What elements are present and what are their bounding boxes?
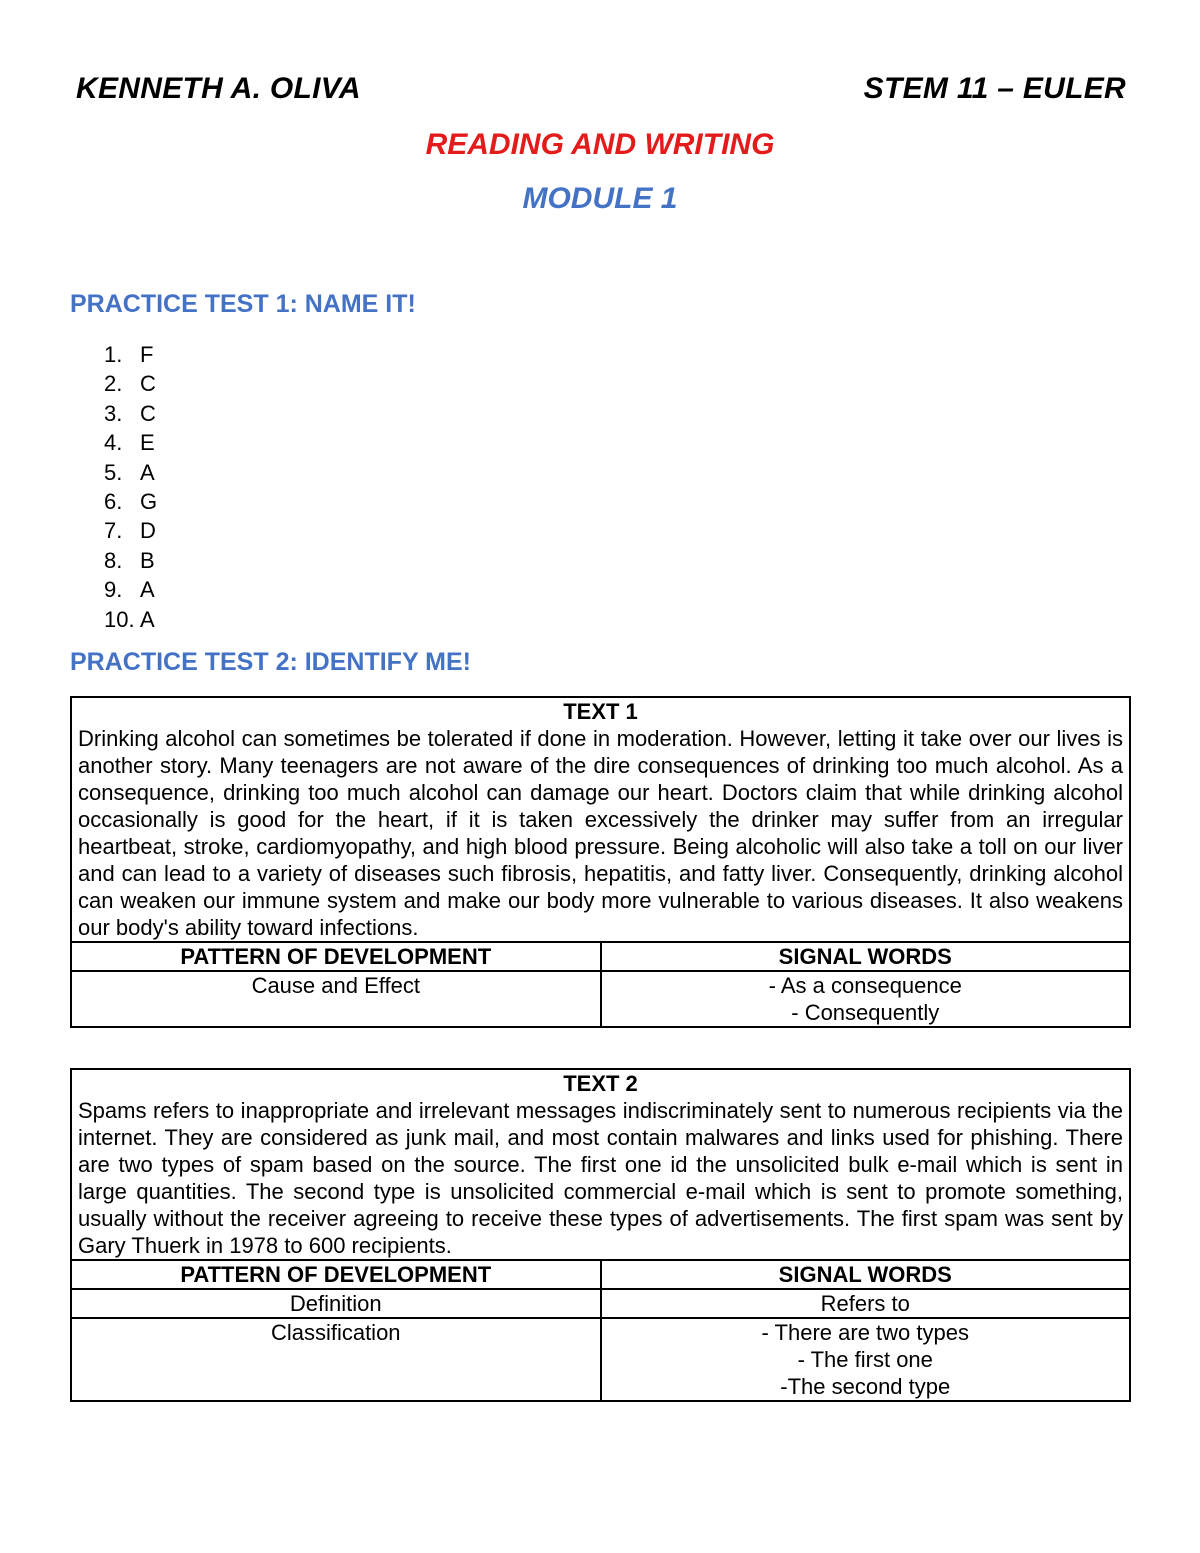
practice-test-2-heading: PRACTICE TEST 2: IDENTIFY ME!: [70, 648, 471, 676]
answer-item: [104, 399, 157, 428]
answer-item: [104, 516, 157, 545]
answer-number: 8.: [104, 547, 123, 573]
answer-item: [104, 428, 157, 457]
answer-item: [104, 487, 157, 516]
answer-letter: F: [140, 342, 154, 367]
answer-item: [104, 575, 157, 604]
text-1-passage: Drinking alcohol can sometimes be tolerated if done in moderation. However, letting it take over our lives is another story. Many teenagers are not aware of the dire consequences of drinking too much alcohol. As a consequence, drinking too much alcohol can damage our heart. Doctors claim that while drinking alcohol occasionally is good for the heart, if it is taken excessively the drinker may suffer from an irregular heartbeat, stroke, cardiomyopathy, and high blood pressure. Being alcoholic will also take a toll on our liver and can lead to a variety of diseases such fibrosis, hepatitis, and fatty liver. Consequently, drinking alcohol can weaken our immune system and make our body more vulnerable to various diseases. It also weakens our body's ability toward infections.: [78, 726, 1123, 940]
header: [76, 72, 1126, 106]
signal-words-cell: [601, 1289, 1131, 1318]
text-1-table: [70, 696, 1131, 1028]
answer-letter: A: [140, 577, 155, 603]
signal-word: -The second type: [780, 1374, 951, 1399]
table-row: [71, 971, 1130, 1027]
signal-words-cell: [601, 1318, 1131, 1401]
answer-item: [104, 546, 157, 575]
text-2-answer-rows: [71, 1289, 1130, 1401]
practice-test-1-heading: PRACTICE TEST 1: NAME IT!: [70, 290, 416, 318]
answer-number: 1.: [104, 342, 123, 367]
answer-letter: G: [140, 488, 158, 514]
answer-item: [104, 458, 157, 487]
answer-letter: B: [140, 547, 155, 573]
text-1-cell: [71, 697, 1130, 942]
answer-item: [104, 340, 157, 369]
answer-number: 5.: [104, 459, 123, 485]
pattern-column-header: PATTERN OF DEVELOPMENT: [71, 1260, 601, 1289]
answer-letter: E: [140, 430, 155, 456]
signal-word: Refers to: [820, 1291, 910, 1316]
signal-word: - Consequently: [791, 1000, 940, 1025]
signal-word: - The first one: [797, 1347, 933, 1372]
signal-column-header: SIGNAL WORDS: [601, 942, 1131, 971]
signal-words-cell: [601, 971, 1131, 1027]
module-title: MODULE 1: [522, 182, 678, 215]
answer-letter: A: [140, 459, 155, 485]
answer-number: 4.: [104, 430, 123, 456]
answer-letter: C: [140, 400, 156, 426]
answer-number: 10.: [104, 606, 135, 632]
text-2-title: TEXT 2: [563, 1071, 638, 1096]
text-1-title: TEXT 1: [563, 699, 638, 724]
signal-word: - There are two types: [761, 1320, 969, 1345]
pattern-cell: Classification: [71, 1318, 601, 1401]
text-2-cell: [71, 1069, 1130, 1260]
pattern-cell: Definition: [71, 1289, 601, 1318]
answer-item: [104, 605, 157, 634]
text-2-table: [70, 1068, 1131, 1402]
answer-number: 6.: [104, 488, 123, 514]
student-name: KENNETH A. OLIVA: [76, 72, 361, 105]
answer-number: 3.: [104, 400, 123, 426]
text-2-passage: Spams refers to inappropriate and irrelevant messages indiscriminately sent to numerous recipients via the internet. They are considered as junk mail, and most contain malwares and links used for phishing. There are two types of spam based on the source. The first one id the unsolicited bulk e-mail which is sent in large quantities. The second type is unsolicited commercial e-mail which is sent to promote something, usually without the receiver agreeing to receive these types of advertisements. The first spam was sent by Gary Thuerk in 1978 to 600 recipients.: [78, 1098, 1123, 1258]
text-1-answer-rows: [71, 971, 1130, 1027]
table-row: [71, 1289, 1130, 1318]
answer-number: 2.: [104, 371, 123, 397]
answer-letter: D: [140, 518, 156, 544]
pattern-cell: Cause and Effect: [71, 971, 601, 1027]
answer-letter: A: [140, 606, 155, 632]
class-section: STEM 11 – EULER: [863, 72, 1126, 105]
answer-item: [104, 369, 157, 398]
pattern-column-header: PATTERN OF DEVELOPMENT: [71, 942, 601, 971]
signal-word: - As a consequence: [768, 973, 962, 998]
table-row: [71, 1318, 1130, 1401]
answer-number: 9.: [104, 577, 123, 603]
signal-column-header: SIGNAL WORDS: [601, 1260, 1131, 1289]
answer-list: [104, 340, 157, 634]
answer-number: 7.: [104, 518, 123, 544]
answer-letter: C: [140, 371, 156, 397]
subject-title: READING AND WRITING: [425, 128, 775, 161]
